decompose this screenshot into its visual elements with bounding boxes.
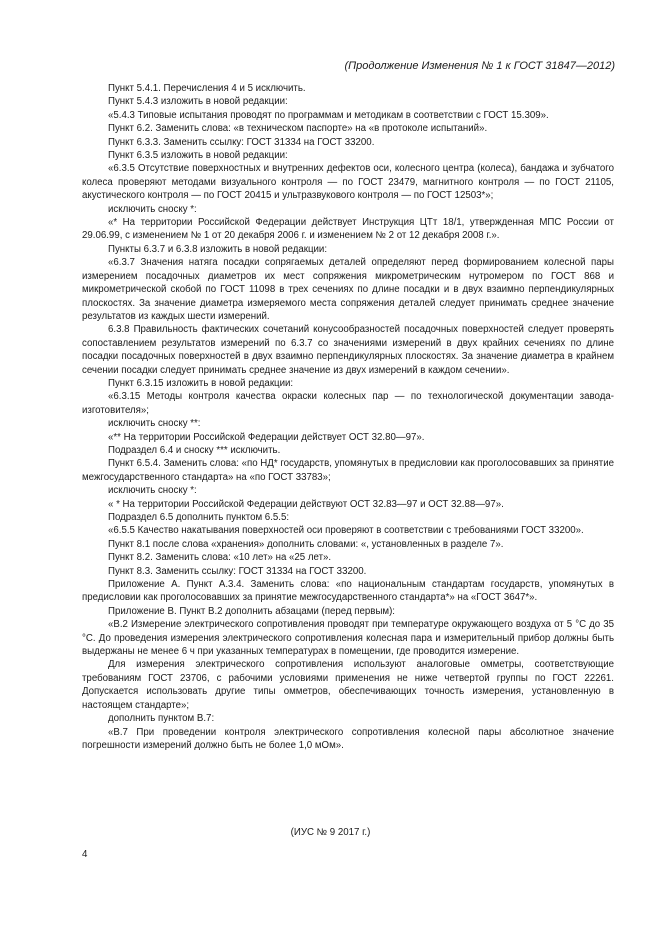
paragraph: 6.3.8 Правильность фактических сочетаний конусообразностей посадочных поверхностей следует проверять сопоставлением результатов измерений по 6.3.7 со значениями измерений в двух крайних сечениях по длине посадки посадочных поверхностей в двух взаимно перпендикулярных плоскостях. За значение диаметра в крайнем сечении посадки следует принимать среднее значение из двух измерений в каждом сечении». bbox=[82, 324, 614, 376]
paragraph: исключить сноску *: bbox=[108, 485, 197, 497]
page-number: 4 bbox=[82, 849, 88, 860]
paragraph: Пункт 8.2. Заменить слова: «10 лет» на «25 лет». bbox=[108, 552, 332, 564]
paragraph: Подраздел 6.4 и сноску *** исключить. bbox=[108, 444, 281, 456]
paragraph: «** На территории Российской Федерации действует ОСТ 32.80—97». bbox=[108, 431, 425, 443]
paragraph: Пункт 6.2. Заменить слова: «в техническом паспорте» на «в протоколе испытаний». bbox=[108, 123, 488, 135]
paragraph: Приложение В. Пункт В.2 дополнить абзацами (перед первым): bbox=[108, 605, 395, 617]
paragraph: Пункт 6.3.3. Заменить ссылку: ГОСТ 31334 на ГОСТ 33200. bbox=[108, 136, 375, 148]
paragraph: Приложение А. Пункт А.3.4. Заменить слова: «по национальным стандартам государств, упомянутых в предисловии как проголосовавших за принятие межгосударственного стандарта*» на «ГОСТ 3647*». bbox=[82, 579, 614, 604]
paragraph: «6.3.5 Отсутствие поверхностных и внутренних дефектов оси, колесного центра (колеса), бандажа и зубчатого колеса проверяют методами визуального контроля — по ГОСТ 23479, магнитного контроля — по ГОСТ 21105, акустического контроля — по ГОСТ 20415 и ультразвукового контроля — по ГОСТ 12503*»; bbox=[82, 163, 614, 202]
publication-note: (ИУС № 9 2017 г.) bbox=[290, 827, 371, 838]
paragraph: «6.3.7 Значения натяга посадки сопрягаемых деталей определяют перед формированием колесной пары измерением посадочных диаметров их мест сопряжения микрометрическим нутромером по ГОСТ 868 и микрометрической скобой по ГОСТ 11098 в трех сечениях по длине посадки и в двух взаимно перпендикулярных плоскостях. За значение диаметра измеряемого места сопряжения деталей следует принимать среднее значение результатов из каждых шести измерений. bbox=[82, 257, 614, 322]
paragraph: Пункт 5.4.1. Перечисления 4 и 5 исключить. bbox=[108, 83, 306, 94]
paragraph: « * На территории Российской Федерации действуют ОСТ 32.83—97 и ОСТ 32.88—97». bbox=[108, 498, 504, 510]
paragraph: дополнить пунктом В.7: bbox=[108, 713, 215, 725]
paragraph: «5.4.3 Типовые испытания проводят по программам и методикам в соответствии с ГОСТ 15.309». bbox=[108, 109, 549, 121]
document-body bbox=[82, 82, 614, 752]
paragraph: Пункт 8.1 после слова «хранения» дополнить словами: «, установленных в разделе 7». bbox=[108, 538, 504, 550]
paragraph: «6.5.5 Качество накатывания поверхностей оси проверяют в соответствии с требованиями ГОСТ 33200». bbox=[108, 525, 584, 537]
paragraph: «В.7 При проведении контроля электрического сопротивления колесной пары абсолютное значение погрешности измерений должно быть не более 1,0 мОм». bbox=[82, 726, 614, 751]
paragraph: «В.2 Измерение электрического сопротивления проводят при температуре окружающего воздуха от 5 °С до 35 °С. До проведения измерения электрического сопротивления колесная пара и измерительный прибор должны быть выдержаны не менее 6 ч при указанных температурах в помещении, где проводится измерение. bbox=[82, 619, 614, 658]
paragraph: «* На территории Российской Федерации действует Инструкция ЦТт 18/1, утвержденная МПС России от 29.06.99, с изменением № 1 от 20 декабря 2006 г. и изменением № 2 от 12 декабря 2008 г.». bbox=[82, 217, 614, 242]
paragraph: Пункт 5.4.3 изложить в новой редакции: bbox=[108, 96, 288, 108]
paragraph: Пункт 6.3.5 изложить в новой редакции: bbox=[108, 150, 288, 162]
paragraph: Пункт 6.5.4. Заменить слова: «по НД* государств, упомянутых в предисловии как проголосовавших за принятие межгосударственного стандарта» на «по ГОСТ 33783»; bbox=[82, 458, 614, 483]
paragraph: Для измерения электрического сопротивления используют аналоговые омметры, соответствующие требованиям ГОСТ 23706, с рабочими условиями применения не ниже четвертой группы по ГОСТ 22261. Допускается использовать другие типы омметров, обеспечивающих точность измерения, установленную в настоящем стандарте»; bbox=[82, 659, 614, 711]
running-header: (Продолжение Изменения № 1 к ГОСТ 31847—2012) bbox=[344, 60, 615, 72]
paragraph: «6.3.15 Методы контроля качества окраски колесных пар — по технологической документации завода-изготовителя»; bbox=[82, 391, 614, 416]
paragraph: исключить сноску *: bbox=[108, 203, 197, 215]
paragraph: Пункты 6.3.7 и 6.3.8 изложить в новой редакции: bbox=[108, 243, 328, 255]
paragraph: Подраздел 6.5 дополнить пунктом 6.5.5: bbox=[108, 512, 290, 523]
paragraph: Пункт 8.3. Заменить ссылку: ГОСТ 31334 на ГОСТ 33200. bbox=[108, 565, 367, 577]
paragraph: Пункт 6.3.15 изложить в новой редакции: bbox=[108, 377, 294, 389]
paragraph: исключить сноску **: bbox=[108, 418, 201, 430]
